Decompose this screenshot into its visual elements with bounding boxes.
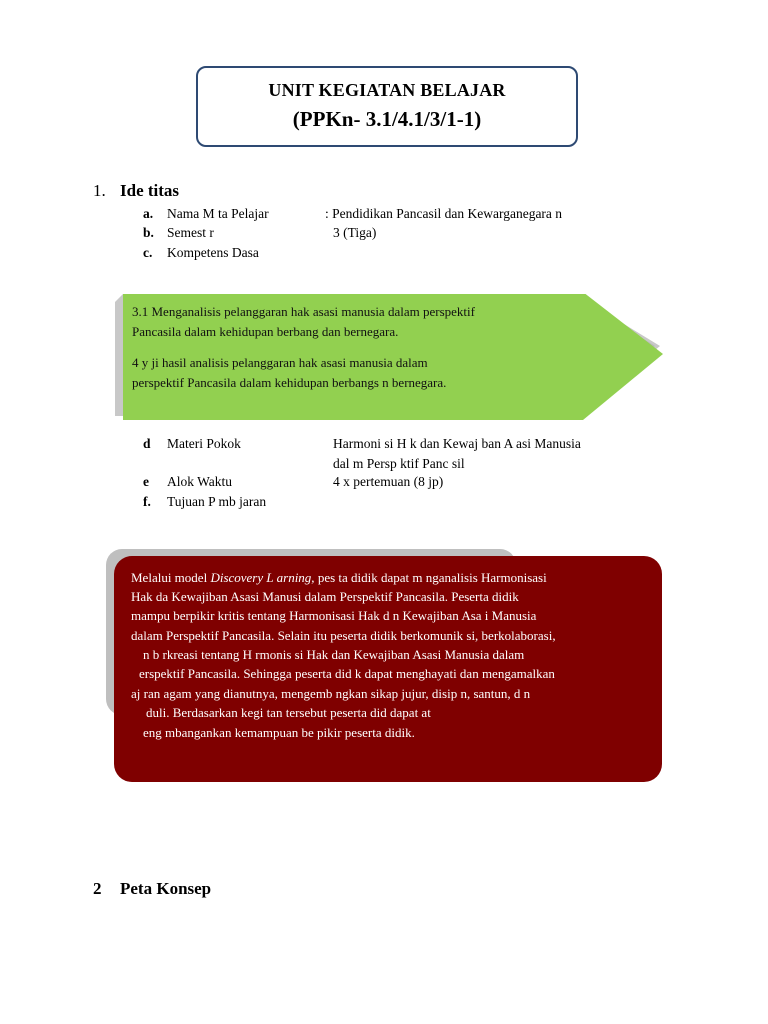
item-marker: f. — [143, 494, 151, 509]
tujuan-line-1-post: pes ta didik dapat m nganalisis Harmonisasi — [314, 570, 547, 585]
tujuan-line-3: mampu berpikir kritis tentang Harmonisasi Hak d n Kewajiban Asa i Manusia — [131, 608, 537, 623]
kd-4-1-line-1: 4 y ji hasil analisis pelanggaran hak asasi manusia dalam — [132, 355, 428, 370]
kd-3-1-line-1: 3.1 Menganalisis pelanggaran hak asasi manusia dalam perspektif — [132, 304, 475, 319]
tujuan-line-5: n b rkreasi tentang H rmonis si Hak dan Kewajiban Asasi Manusia dalam — [143, 647, 525, 662]
section-title: Peta Konsep — [120, 879, 212, 898]
tujuan-line-8: duli. Berdasarkan kegi tan tersebut peserta did dapat at — [146, 705, 431, 720]
item-value: Harmoni si H k dan Kewaj ban A asi Manusia — [333, 436, 581, 451]
identitas-item-tujuan — [143, 494, 333, 510]
tujuan-line-1-pre: Melalui model — [131, 570, 211, 585]
item-label: Kompetens Dasa — [167, 245, 259, 260]
item-label: Tujuan P mb jaran — [167, 494, 267, 509]
item-value: : Pendidikan Pancasil dan Kewarganegara n — [325, 206, 563, 221]
item-marker: c. — [143, 245, 153, 260]
identitas-item-semester — [143, 225, 377, 241]
item-value: 4 x pertemuan (8 jp) — [333, 474, 444, 489]
section-identitas-heading — [93, 181, 179, 201]
kd-3-1-line-2: Pancasila dalam kehidupan berbang dan bernegara. — [132, 324, 399, 339]
item-value: 3 (Tiga) — [333, 225, 377, 240]
tujuan-line-9: eng mbangankan kemampuan be pikir peserta didik. — [143, 725, 415, 740]
section-number: 2 — [93, 879, 102, 898]
item-marker: e — [143, 474, 149, 489]
kd-4-1-line-2: perspektif Pancasila dalam kehidupan berbangs n bernegara. — [132, 375, 447, 390]
item-label: Nama M ta Pelajar — [167, 206, 269, 221]
item-label: Materi Pokok — [167, 436, 241, 451]
item-label: Alok Waktu — [167, 474, 233, 489]
item-marker: b. — [143, 225, 154, 240]
item-value-cont: dal m Persp ktif Panc sil — [333, 456, 465, 471]
tujuan-line-1 — [131, 568, 547, 587]
identitas-item-kd — [143, 245, 333, 261]
identitas-item-materi — [143, 436, 581, 471]
tujuan-line-2: Hak da Kewajiban Asasi Manusi dalam Perspektif Pancasila. Peserta didik — [131, 589, 519, 604]
section-number: 1. — [93, 181, 106, 200]
unit-title: UNIT KEGIATAN BELAJAR — [268, 80, 506, 100]
tujuan-line-6: erspektif Pancasila. Sehingga peserta did k dapat menghayati dan mengamalkan — [139, 666, 555, 681]
tujuan-line-4: dalam Perspektif Pancasila. Selain itu peserta didik berkomunik si, berkolaborasi, — [131, 628, 556, 643]
item-marker: d — [143, 436, 151, 451]
identitas-item-waktu — [143, 474, 444, 490]
tujuan-line-1-model: Discovery L arning, — [210, 570, 315, 585]
tujuan-line-7: aj ran agam yang dianutnya, mengemb ngkan sikap jujur, disip n, santun, d n — [131, 686, 531, 701]
identitas-item-mapel — [143, 206, 563, 222]
item-marker: a. — [143, 206, 154, 221]
section-peta-konsep-heading — [93, 879, 211, 899]
item-label: Semest r — [167, 225, 214, 240]
unit-code: (PPKn- 3.1/4.1/3/1-1) — [292, 107, 482, 131]
title-box — [196, 66, 578, 147]
section-title: Ide titas — [120, 181, 180, 200]
